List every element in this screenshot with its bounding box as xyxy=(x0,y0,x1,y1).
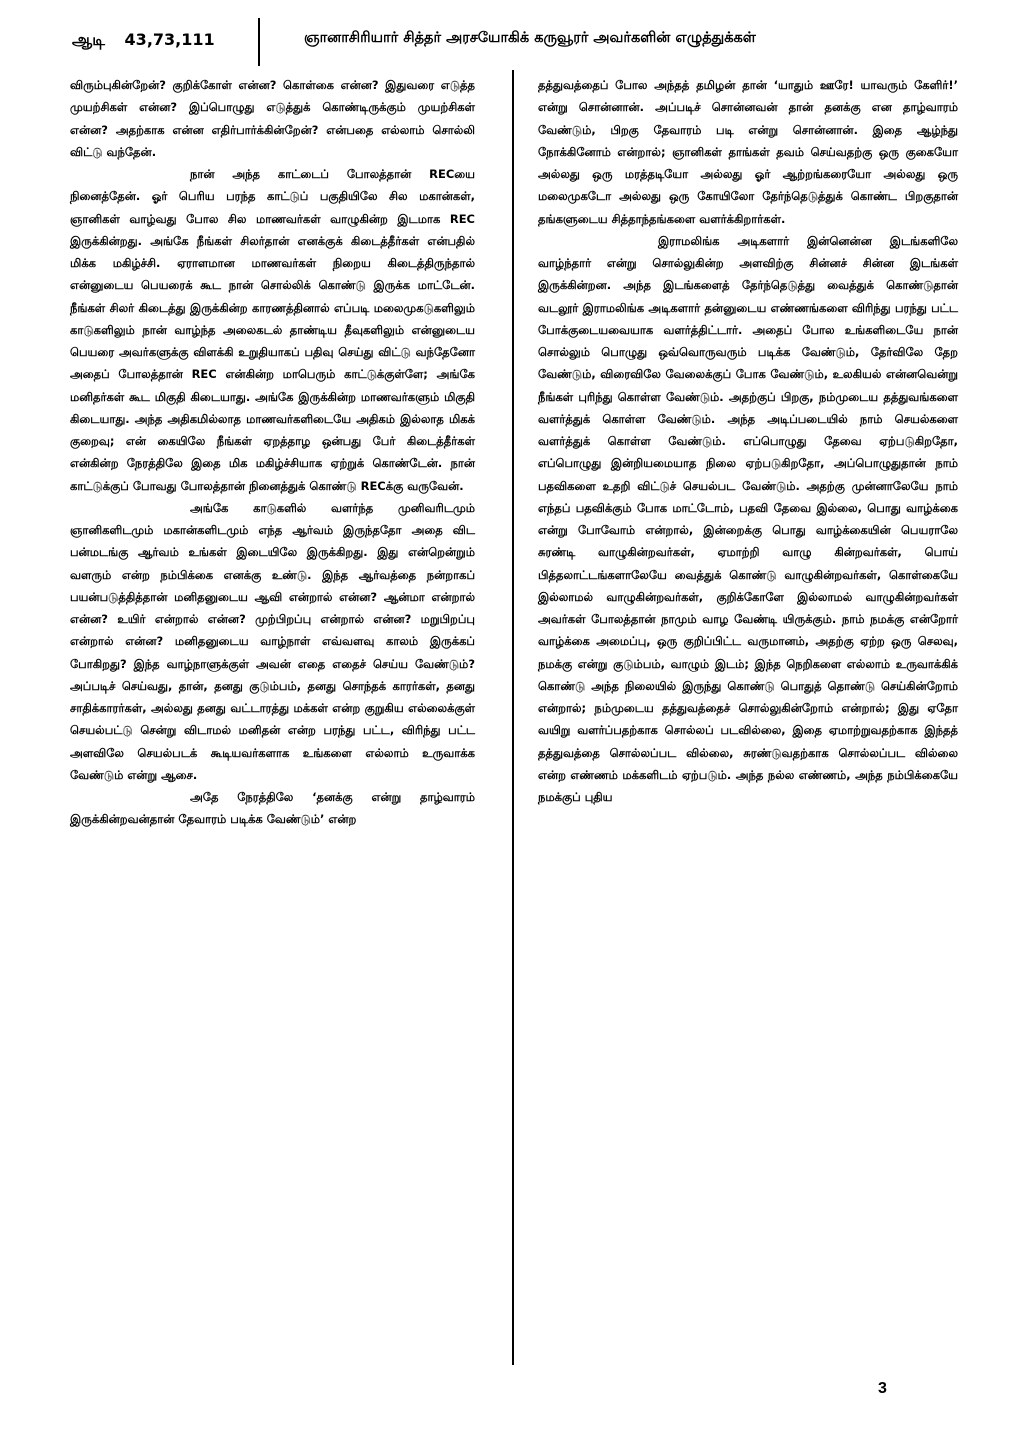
header-divider xyxy=(258,18,260,66)
page-header xyxy=(72,18,962,70)
paragraph: அங்கே காடுகளில் வளர்ந்த முனிவரிடமும் ஞானிகளிடமும் மகான்களிடமும் எந்த ஆர்வம் இருந்ததோ அதை விட பன்மடங்கு ஆர்வம் உங்கள் இடையிலே இருக்கிறது. இது என்றென்றும் வளரும் என்ற நம்பிக்கை எனக்கு உண்டு. இந்த ஆர்வத்தை நன்றாகப் பயன்படுத்தித்தான் மனிதனுடைய ஆவி என்றால் என்ன? ஆன்மா என்றால் என்ன? உயிர் என்றால் என்ன? முற்பிறப்பு என்றால் என்ன? மறுபிறப்பு என்றால் என்ன? மனிதனுடைய வாழ்நாள் எவ்வளவு காலம் இருக்கப் போகிறது? இந்த வாழ்நாளுக்குள் அவன் எதை எதைச் செய்ய வேண்டும்? அப்படிச் செய்வது, தான், தனது குடும்பம், தனது சொந்தக் காரர்கள், தனது சாதிக்காரர்கள், அல்லது தனது வட்டாரத்து மக்கள் என்ற குறுகிய எல்லைக்குள் செயல்பட்டு சென்று விடாமல் மனிதன் என்ற பரந்து பட்ட, விரிந்து பட்ட அளவிலே செயல்படக் கூடியவர்களாக உங்களை எல்லாம் உருவாக்க வேண்டும் என்று ஆசை. xyxy=(70,500,475,782)
paragraph: விரும்புகின்றேன்? குறிக்கோள் என்ன? கொள்கை என்ன? இதுவரை எடுத்த முயற்சிகள் என்ன? இப்பொழுது எடுத்துக் கொண்டிருக்கும் முயற்சிகள் என்ன? அதற்காக என்ன எதிர்பார்க்கின்றேன்? என்பதை எல்லாம் சொல்லி விட்டு வந்தேன். xyxy=(70,78,475,159)
right-column xyxy=(538,74,958,808)
paragraph: தத்துவத்தைப் போல அந்தத் தமிழன் தான் ‘யாதும் ஊரே! யாவரும் கேளிர்!’ என்று சொன்னான். அப்படிச் சொன்னவன் தான் தனக்கு என தாழ்வாரம் வேண்டும், பிறகு தேவாரம் படி என்று சொன்னான். இதை ஆழ்ந்து நோக்கினோம் என்றால்; ஞானிகள் தாங்கள் தவம் செய்வதற்கு ஒரு குகையோ அல்லது ஒரு மரத்தடியோ அல்லது ஓர் ஆற்றங்கரையோ அல்லது ஒரு மலைமுகடோ அல்லது ஒரு கோயிலோ தேர்ந்தெடுத்துக் கொண்ட பிறகுதான் தங்களுடைய சித்தாந்தங்களை வளர்க்கிறார்கள். xyxy=(538,78,958,226)
issue-info xyxy=(72,30,215,51)
header-title: ஞானாசிரியார் சித்தர் அரசயோகிக் கருவூரர் அவர்களின் எழுத்துக்கள் xyxy=(304,30,756,46)
column-divider xyxy=(512,70,514,1365)
paragraph: நான் அந்த காட்டைப் போலத்தான் RECயை நினைத்தேன். ஓர் பெரிய பரந்த காட்டுப் பகுதியிலே சில மகான்கள், ஞானிகள் வாழ்வது போல சில மாணவர்கள் வாழுகின்ற இடமாக REC இருக்கின்றது. அங்கே நீங்கள் சிலர்தான் எனக்குக் கிடைத்தீர்கள் என்பதில் மிக்க மகிழ்ச்சி. ஏராளமான மாணவர்கள் நிறைய கிடைத்திருந்தால் என்னுடைய பெயரைக் கூட நான் சொல்லிக் கொண்டு இருக்க மாட்டேன். நீங்கள் சிலர் கிடைத்து இருக்கின்ற காரணத்தினால் எப்படி மலைமுகடுகளிலும் காடுகளிலும் நான் வாழ்ந்த அலைகடல் தாண்டிய தீவுகளிலும் என்னுடைய பெயரை அவர்களுக்கு விளக்கி உறுதியாகப் பதிவு செய்து விட்டு வந்தேனோ அதைப் போலத்தான் REC என்கின்ற மாபெரும் காட்டுக்குள்ளே; அங்கே மனிதர்கள் கூட மிகுதி கிடையாது. அங்கே இருக்கின்ற மாணவர்களும் மிகுதி கிடையாது. அந்த அதிகமில்லாத மாணவர்களிடையே அதிகம் இல்லாத மிகக் குறைவு; என் கையிலே நீங்கள் ஏறத்தாழ ஒன்பது பேர் கிடைத்தீர்கள் என்கின்ற நேரத்திலே இதை மிக மகிழ்ச்சியாக ஏற்றுக் கொண்டேன். நான் காட்டுக்குப் போவது போலத்தான் நினைத்துக் கொண்டு RECக்கு வருவேன். xyxy=(70,167,475,493)
issue-number: 43,73,111 xyxy=(124,30,215,49)
left-column xyxy=(70,74,475,831)
issue-month: ஆடி xyxy=(72,30,105,49)
paragraph: இராமலிங்க அடிகளார் இன்னென்ன இடங்களிலே வாழ்ந்தார் என்று சொல்லுகின்ற அளவிற்கு சின்னச் சின்ன இடங்கள் இருக்கின்றன. அந்த இடங்களைத் தேர்ந்தெடுத்து வைத்துக் கொண்டுதான் வடலூர் இராமலிங்க அடிகளார் தன்னுடைய எண்ணங்களை விரிந்து பரந்து பட்ட போக்குடையவையாக வளர்த்திட்டார். அதைப் போல உங்களிடையே நான் சொல்லும் பொழுது ஒவ்வொருவரும் படிக்க வேண்டும், தேர்விலே தேற வேண்டும், விரைவிலே வேலைக்குப் போக வேண்டும், உலகியல் என்னவென்று நீங்கள் புரிந்து கொள்ள வேண்டும். அதற்குப் பிறகு, நம்முடைய தத்துவங்களை வளர்த்துக் கொள்ள வேண்டும். அந்த அடிப்படையில் நாம் செயல்களை வளர்த்துக் கொள்ள வேண்டும். எப்பொழுது தேவை ஏற்படுகிறதோ, எப்பொழுது இன்றியமையாத நிலை ஏற்படுகிறதோ, அப்பொழுதுதான் நாம் பதவிகளை உதறி விட்டுச் செயல்பட வேண்டும். அதற்கு முன்னாலேயே நாம் எந்தப் பதவிக்கும் போக மாட்டோம், பதவி தேவை இல்லை, பொது வாழ்க்கை என்று போவோம் என்றால், இன்றைக்கு பொது வாழ்க்கையின் பெயராலே சுரண்டி வாழுகின்றவர்கள், ஏமாற்றி வாழு கின்றவர்கள், பொய் பித்தலாட்டங்களாலேயே வைத்துக் கொண்டு வாழுகின்றவர்கள், கொள்கையே இல்லாமல் வாழுகின்றவர்கள், குறிக்கோளே இல்லாமல் வாழுகின்றவர்கள் அவர்கள் போலத்தான் நாமும் வாழ வேண்டி யிருக்கும். நாம் நமக்கு என்றோர் வாழ்க்கை அமைப்பு, ஒரு குறிப்பிட்ட வருமானம், அதற்கு ஏற்ற ஒரு செலவு, நமக்கு என்று குடும்பம், வாழும் இடம்; இந்த நெறிகளை எல்லாம் உருவாக்கிக் கொண்டு அந்த நிலையில் இருந்து கொண்டு பொதுத் தொண்டு செய்கின்றோம் என்றால்; நம்முடைய தத்துவத்தைச் சொல்லுகின்றோம் என்றால்; இது ஏதோ வயிறு வளர்ப்பதற்காக சொல்லப் படவில்லை, இதை ஏமாற்றுவதற்காக இந்தத் தத்துவத்தை சொல்லப்பட வில்லை, சுரண்டுவதற்காக சொல்லப்பட வில்லை என்ற எண்ணம் மக்களிடம் ஏற்படும். அந்த நல்ல எண்ணம், அந்த நம்பிக்கையே நமக்குப் புதிய xyxy=(538,233,958,804)
paragraph: அதே நேரத்திலே ‘தனக்கு என்று தாழ்வாரம் இருக்கின்றவன்தான் தேவாரம் படிக்க வேண்டும்’ என்ற xyxy=(70,790,475,827)
page-number: 3 xyxy=(878,1380,887,1397)
